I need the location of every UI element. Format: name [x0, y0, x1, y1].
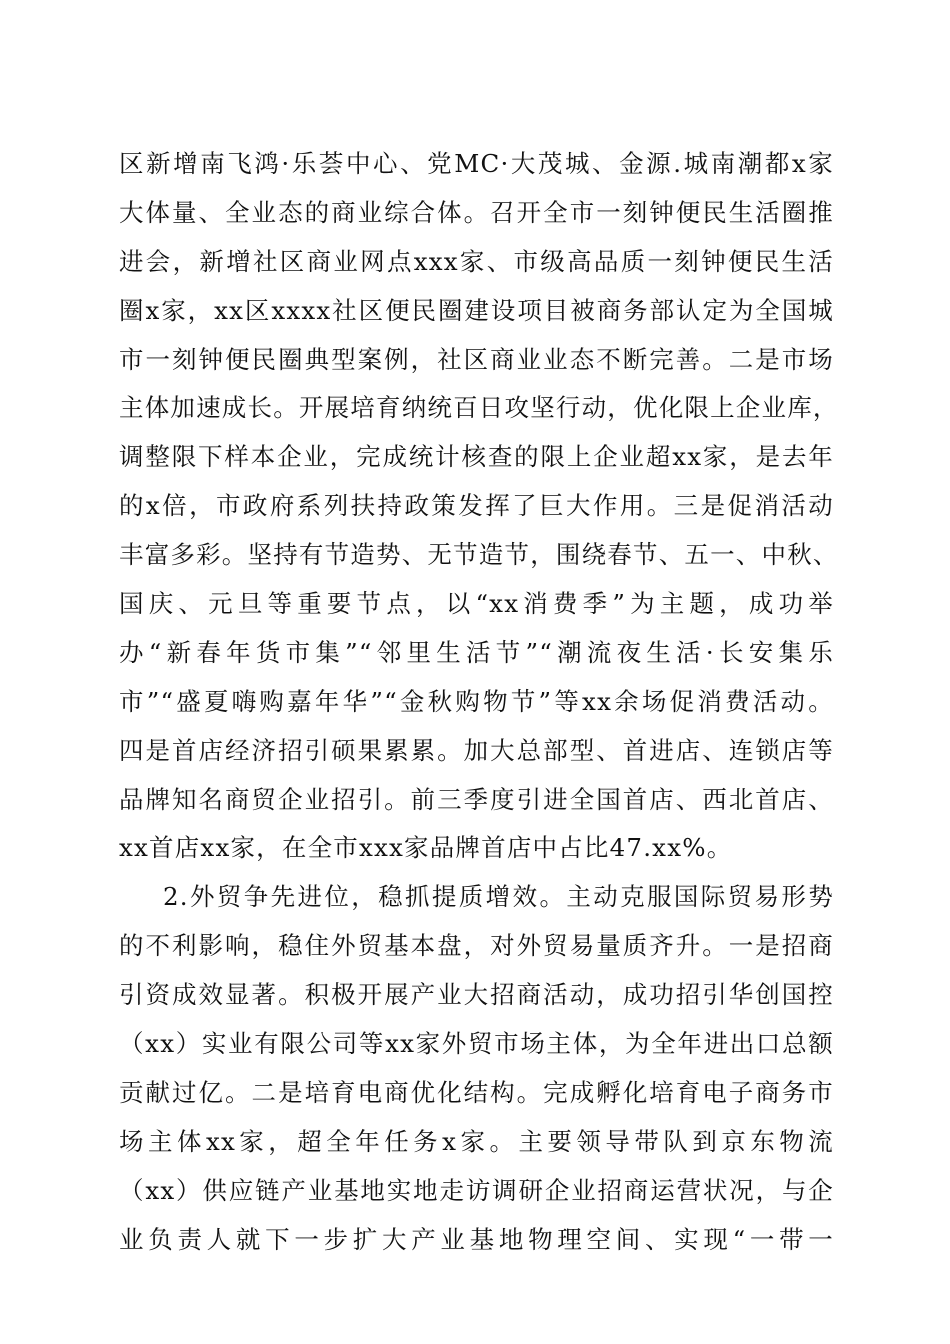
text-line: 场主体xx家，超全年任务x家。主要领导带队到京东物流	[119, 1126, 834, 1156]
text-line: 市”“盛夏嗨购嘉年华”“金秋购物节”等xx余场促消费活动。	[119, 686, 834, 716]
text-line: 进会，新增社区商业网点xxx家、市级高品质一刻钟便民生活	[119, 246, 834, 276]
text-line: 大体量、全业态的商业综合体。召开全市一刻钟便民生活圈推	[119, 197, 834, 227]
text-line: 的x倍，市政府系列扶持政策发挥了巨大作用。三是促消活动	[119, 491, 834, 521]
paragraph-commerce	[119, 140, 839, 873]
text-line: 2.外贸争先进位，稳抓提质增效。主动克服国际贸易形势	[163, 882, 834, 912]
text-line: 主体加速成长。开展培育纳统百日攻坚行动，优化限上企业库，	[119, 393, 839, 423]
text-line: （xx）实业有限公司等xx家外贸市场主体，为全年进出口总额	[119, 1029, 834, 1059]
text-line: 四是首店经济招引硕果累累。加大总部型、首进店、连锁店等	[119, 735, 834, 765]
paragraph-foreign-trade	[119, 873, 834, 1264]
text-line: 品牌知名商贸企业招引。前三季度引进全国首店、西北首店、	[119, 784, 834, 814]
text-line: 贡献过亿。二是培育电商优化结构。完成孵化培育电子商务市	[119, 1077, 834, 1107]
text-line: xx首店xx家，在全市xxx家品牌首店中占比47.xx%。	[119, 833, 733, 863]
text-line: 引资成效显著。积极开展产业大招商活动，成功招引华创国控	[119, 980, 834, 1010]
text-line: 丰富多彩。坚持有节造势、无节造节，围绕春节、五一、中秋、	[119, 540, 839, 570]
document-body	[119, 140, 839, 1264]
text-line: 区新增南飞鸿·乐荟中心、党MC·大茂城、金源.城南潮都x家	[119, 149, 834, 178]
text-line: 调整限下样本企业，完成统计核查的限上企业超xx家，是去年	[119, 442, 834, 472]
text-line: 圈x家，xx区xxxx社区便民圈建设项目被商务部认定为全国城	[119, 295, 834, 325]
text-line: （xx）供应链产业基地实地走访调研企业招商运营状况，与企	[119, 1175, 834, 1205]
text-line: 国庆、元旦等重要节点，以“xx消费季”为主题，成功举	[119, 589, 834, 619]
text-line: 业负责人就下一步扩大产业基地物理空间、实现“一带一	[119, 1224, 834, 1254]
text-line: 市一刻钟便民圈典型案例，社区商业业态不断完善。二是市场	[119, 344, 834, 374]
text-line: 办“新春年货市集”“邻里生活节”“潮流夜生活·长安集乐	[119, 637, 834, 667]
text-line: 的不利影响，稳住外贸基本盘，对外贸易量质齐升。一是招商	[119, 931, 834, 961]
